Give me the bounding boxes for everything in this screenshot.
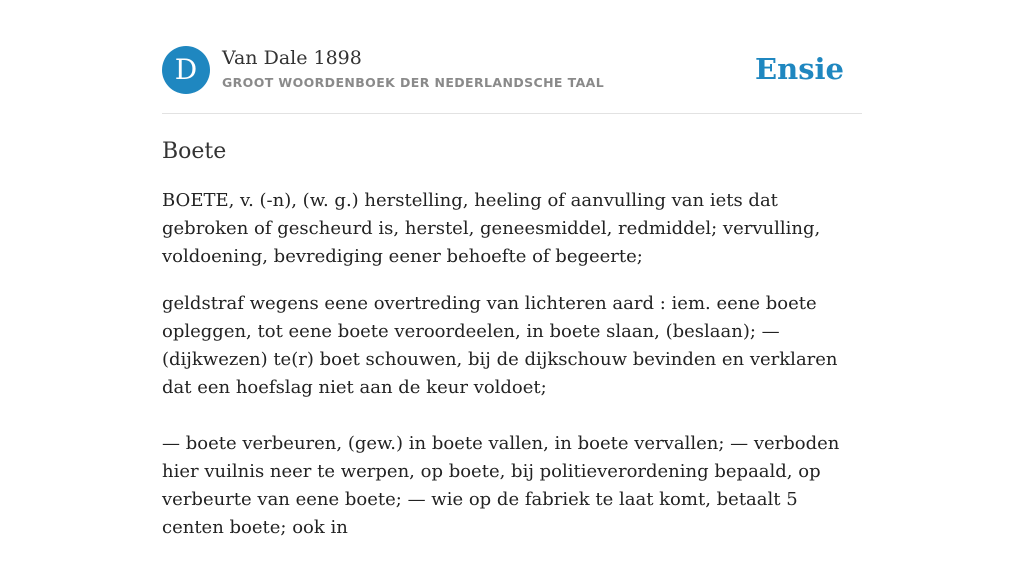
- entry-title: Boete: [162, 139, 227, 164]
- definition-paragraph-2: geldstraf wegens eene overtreding van lichteren aard : iem. eene boete opleggen, tot eene boete veroordeelen, in boete slaan, (beslaan); — (dijkwezen) te(r) boet schouwen, bij de dijkschouw bevinden en verklaren dat een hoefslag niet aan de keur voldoet;: [162, 293, 838, 398]
- source-logo-icon[interactable]: D: [162, 46, 210, 94]
- source-subtitle: GROOT WOORDENBOEK DER NEDERLANDSCHE TAAL: [222, 75, 605, 90]
- definition-paragraph-3: — boete verbeuren, (gew.) in boete vallen, in boete vervallen; — verboden hier vuilnis neer te werpen, op boete, bij politieverordening bepaald, op verbeurte van eene boete; — wie op de fabriek te laat komt, betaalt 5 centen boete; ook in: [162, 433, 840, 538]
- brand-logo[interactable]: Ensie: [755, 52, 844, 86]
- entry-content: [162, 136, 862, 561]
- header-divider: [162, 113, 862, 114]
- source-title[interactable]: Van Dale 1898: [222, 47, 362, 69]
- header: [162, 46, 862, 96]
- definition-paragraph-1: BOETE, v. (-n), (w. g.) herstelling, heeling of aanvulling van iets dat gebroken of gescheurd is, herstel, geneesmiddel, redmiddel; vervulling, voldoening, bevrediging eener behoefte of begeerte;: [162, 190, 821, 267]
